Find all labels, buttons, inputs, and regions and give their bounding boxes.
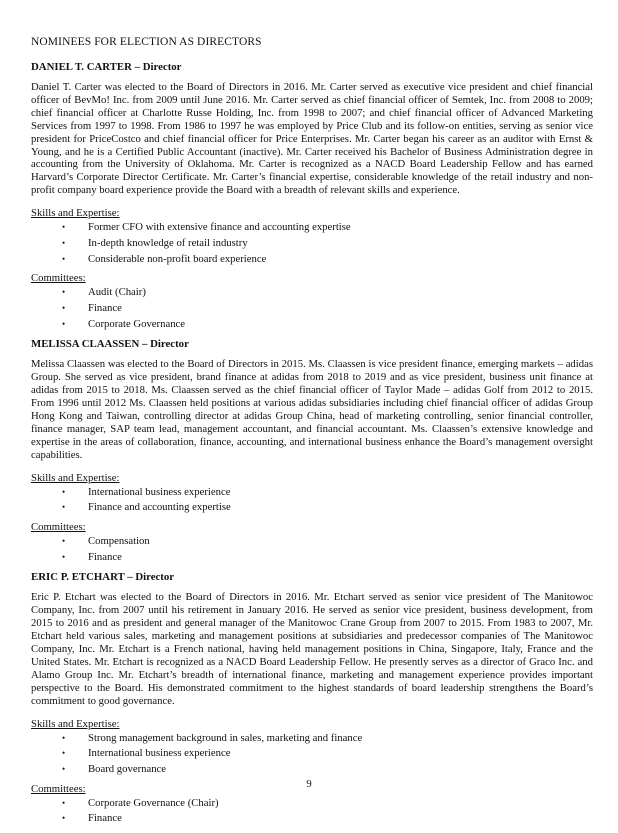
skills-label: Skills and Expertise:	[31, 207, 120, 220]
nominee-heading: MELISSA CLAASSEN – Director	[31, 338, 189, 351]
nominee-bio: Daniel T. Carter was elected to the Board of Directors in 2016. Mr. Carter served as executive vice president and chief financial officer of BevMo! Inc. from 2009 until June 2016. Mr. Carter served as chief financial officer of Semtek, Inc. from 2008 to 2009; chief financial officer at Charlotte Russe Holding, Inc. from 1998 to 2007; and chief financial officer of Advanced Marketing Services from 1997 to 1998. From 1986 to 1997 he was employed by Price Club and its follow-on entities, serving as senior vice president for PriceCostco and chief financial officer for Price Enterprises. Mr. Carter began his career as an auditor with Ernst & Young, and he is a Certified Public Accountant (inactive). Mr. Carter received his Bachelor of Business Administration degree in accounting from the University of Oklahoma. Mr. Carter is recognized as a NACD Board Leadership Fellow and has earned Harvard’s Corporate Director Certificate. Mr. Carter’s financial expertise, considerable knowledge of the retail industry and non-profit company board experience provide the Board with a breadth of relevant skills and experience.	[31, 81, 593, 197]
committees-label: Committees:	[31, 521, 86, 534]
committees-list	[31, 796, 593, 827]
skills-list	[31, 731, 593, 778]
committees-list	[31, 534, 593, 565]
skills-label-text: Skills and Expertise	[31, 207, 117, 220]
committee-item: • Finance	[31, 301, 593, 317]
committee-item: • Corporate Governance (Chair)	[31, 796, 593, 812]
committees-label: Committees:	[31, 782, 86, 795]
committees-label: Committees:	[31, 272, 86, 285]
committee-item: • Corporate Governance	[31, 317, 593, 333]
page-title: NOMINEES FOR ELECTION AS DIRECTORS	[31, 36, 262, 48]
committees-label-text: Committees	[31, 521, 83, 534]
committees-label-text: Committees	[31, 782, 83, 795]
nominee-section	[31, 61, 593, 332]
skill-item: • Strong management background in sales, marketing and finance	[31, 731, 593, 747]
committees-list	[31, 285, 593, 332]
skills-label-text: Skills and Expertise	[31, 717, 117, 730]
skill-item: • In-depth knowledge of retail industry	[31, 236, 593, 252]
nominee-section	[31, 338, 593, 565]
page-number: 9	[306, 778, 312, 790]
skill-item: • Former CFO with extensive finance and accounting expertise	[31, 220, 593, 236]
skill-item: • Finance and accounting expertise	[31, 500, 593, 516]
skills-label: Skills and Expertise:	[31, 717, 120, 730]
nominee-bio: Eric P. Etchart was elected to the Board of Directors in 2016. Mr. Etchart served as senior vice president of The Manitowoc Company, Inc. from 2007 until his retirement in January 2016. He served as senior vice president, business development, from 2015 to 2016 and as president and general manager of the Manitowoc Crane Group from 2007 to 2015. From 1983 to 2007, Mr. Etchart held various sales, marketing and management positions at subsidiaries and predecessor companies of The Manitowoc Company, Inc. Mr. Etchart is a French national, having held management positions in China, Singapore, Italy, France and the United States. Mr. Etchart is recognized as a NACD Board Leadership Fellow. He presently serves as a director of Graco Inc. and Alamo Group Inc. Mr. Etchart’s breadth of international finance, marketing and management experience provides important perspective to the Board. His demonstrated commitment to the highest standards of board leadership strengthens the Board’s commitment to good governance.	[31, 591, 593, 707]
skill-item: • International business experience	[31, 485, 593, 501]
committee-item: • Finance	[31, 811, 593, 827]
committees-label-text: Committees	[31, 272, 83, 285]
skill-item: • Considerable non-profit board experience	[31, 252, 593, 268]
nominee-heading: DANIEL T. CARTER – Director	[31, 61, 182, 73]
committee-item: • Audit (Chair)	[31, 285, 593, 301]
skills-list	[31, 220, 593, 267]
committee-item: • Finance	[31, 550, 593, 566]
skills-list	[31, 485, 593, 516]
nominee-heading: ERIC P. ETCHART – Director	[31, 571, 175, 584]
document-page	[31, 36, 593, 833]
nominee-bio: Melissa Claassen was elected to the Board of Directors in 2015. Ms. Claassen is vice president finance, emerging markets – adidas Group. She served as vice president, brand finance at adidas from 2018 to 2019 and as vice president, business unit finance at adidas from 2015 to 2018. Ms. Claassen served as the chief financial officer of Taylor Made – adidas Golf from 2012 to 2015. From 1996 until 2012 Ms. Claassen held positions at various adidas subsidiaries including chief financial officer of adidas Group Hong Kong and Taiwan, controlling director at adidas Group China, head of marketing controlling, senior financial controller, finance manager, SAP team lead, management accountant, and financial accountant. Ms. Claassen’s extensive knowledge and expertise in the areas of collaboration, finance, accounting, and international business enhance the Board’s management oversight capabilities.	[31, 358, 593, 461]
skills-label: Skills and Expertise:	[31, 471, 120, 484]
skill-item: • Board governance	[31, 762, 593, 778]
committee-item: • Compensation	[31, 534, 593, 550]
nominee-list	[31, 61, 593, 827]
skills-label-text: Skills and Expertise	[31, 471, 117, 484]
skill-item: • International business experience	[31, 746, 593, 762]
